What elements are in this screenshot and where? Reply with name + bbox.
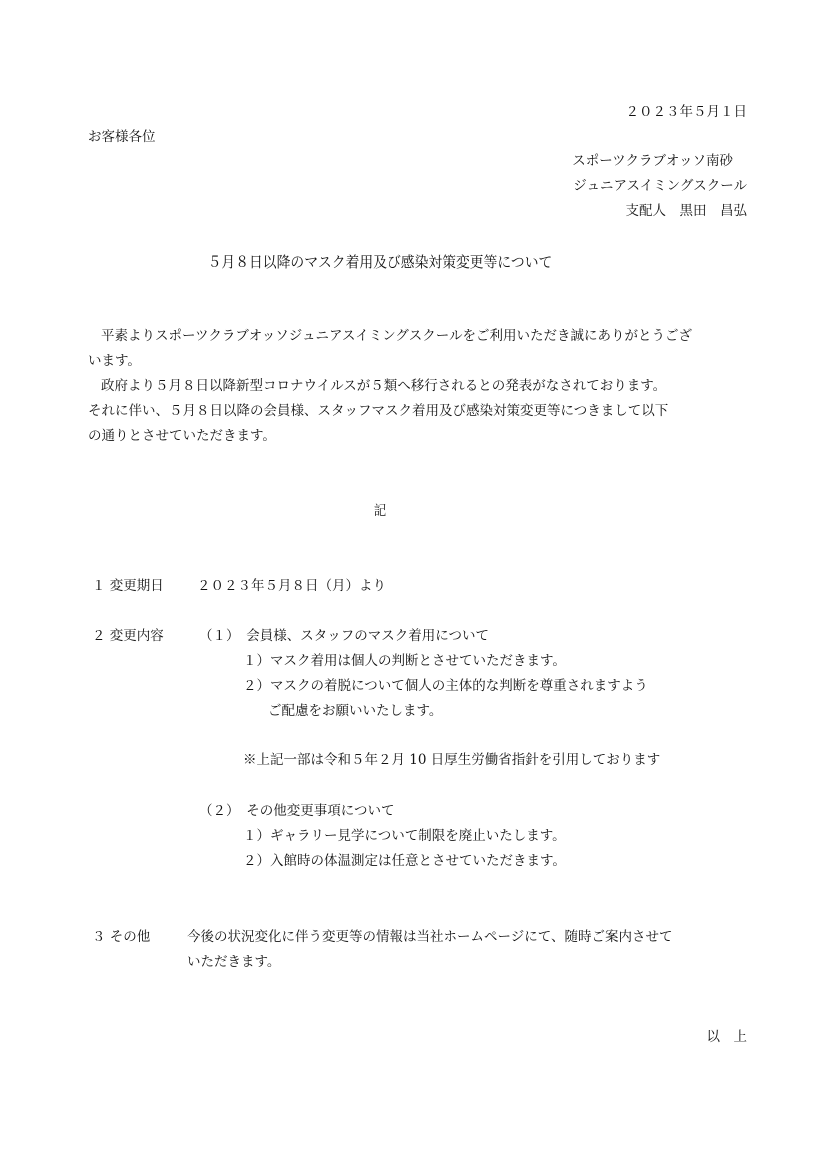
sender-organization: スポーツクラブオッソ南砂 [572, 153, 733, 169]
body-paragraph-2-line-3: の通りとさせていただきます。 [88, 428, 276, 444]
item-2-sub-2-point-1: １）ギャラリー見学について制限を廃止いたします。 [243, 828, 566, 844]
body-paragraph-1-line-1: 平素よりスポーツクラブオッソジュニアスイミングスクールをご利用いただき誠にありがとうござ [101, 328, 693, 344]
item-1-label: １ 変更期日 [92, 578, 164, 594]
body-paragraph-2-line-1: 政府より５月８日以降新型コロナウイルスが５類へ移行されるとの発表がなされております。 [101, 378, 667, 394]
body-paragraph-2-line-2: それに伴い、５月８日以降の会員様、スタッフマスク着用及び感染対策変更等につきまして以下 [88, 403, 669, 419]
item-2-subheading-2: （２） その他変更事項について [199, 803, 395, 819]
item-2-sub-1-point-2-line-2: ご配慮をお願いいたします。 [268, 703, 443, 719]
item-2-note: ※上記一部は令和５年２月 10 日厚生労働省指針を引用しております [243, 752, 661, 768]
closing-ijou: 以 上 [706, 1029, 747, 1045]
item-2-sub-1-point-1: １）マスク着用は個人の判断とさせていただきます。 [243, 653, 566, 669]
item-2-sub-1-point-2-line-1: ２）マスクの着脱について個人の主体的な判断を尊重されますよう [243, 678, 648, 694]
document-title: ５月８日以降のマスク着用及び感染対策変更等について [207, 253, 553, 271]
sender-name: 支配人 黒田 昌弘 [625, 203, 747, 219]
item-3-label: ３ その他 [92, 929, 151, 945]
document-date: ２０２３年５月１日 [625, 104, 747, 120]
sender-department: ジュニアスイミングスクール [573, 178, 747, 194]
ki-heading: 記 [373, 503, 387, 519]
item-3-text-line-1: 今後の状況変化に伴う変更等の情報は当社ホームページにて、随時ご案内させて [187, 929, 673, 945]
body-paragraph-1-line-2: います。 [88, 353, 141, 369]
item-2-label: ２ 変更内容 [92, 628, 164, 644]
item-3-text-line-2: いただきます。 [187, 954, 281, 970]
item-2-sub-2-point-2: ２）入館時の体温測定は任意とさせていただきます。 [243, 853, 566, 869]
item-1-text: ２０２３年５月８日（月）より [197, 578, 386, 594]
item-2-subheading-1: （１） 会員様、スタッフのマスク着用について [199, 628, 489, 644]
recipient: お客様各位 [88, 129, 156, 145]
